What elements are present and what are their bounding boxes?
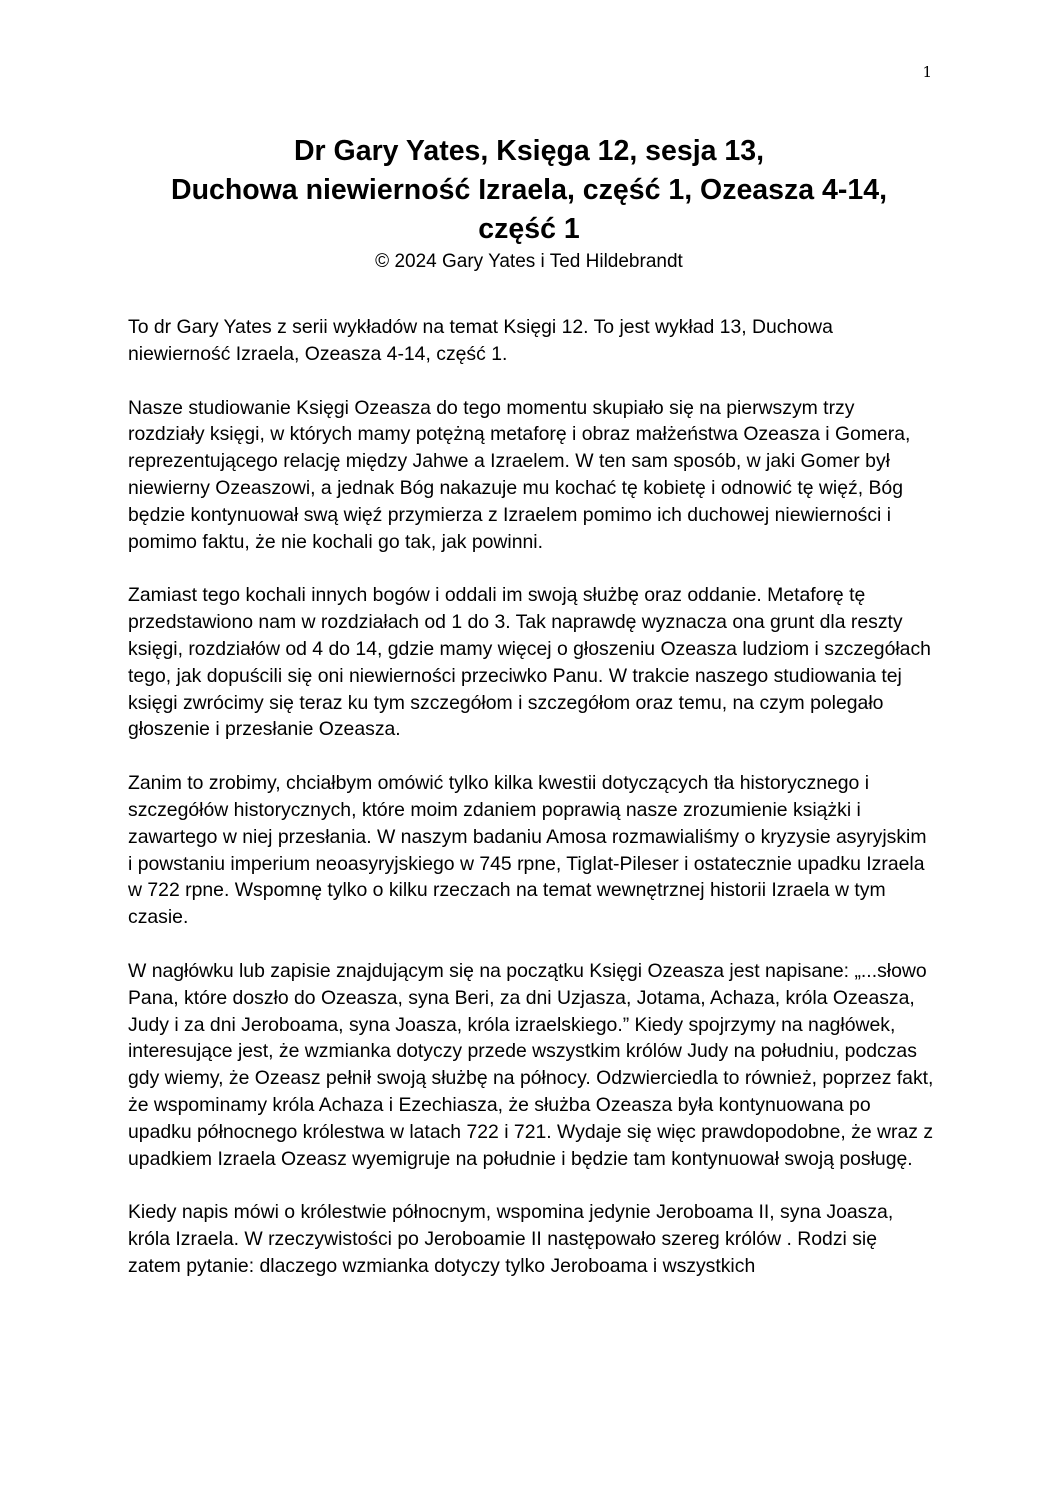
paragraph-1: To dr Gary Yates z serii wykładów na temat Księgi 12. To jest wykład 13, Duchowa niewierność Izraela, Ozeasza 4-14, część 1.	[128, 316, 833, 365]
paragraph-3: Zamiast tego kochali innych bogów i oddali im swoją służbę oraz oddanie. Metaforę tę przedstawiono nam w rozdziałach od 1 do 3. Tak naprawdę wyznacza ona grunt dla reszty księgi, rozdziałów od 4 do 14, gdzie mamy więcej o głoszeniu Ozeasza ludziom i szczegółach tego, jak dopuścili się oni niewierności przeciwko Panu. W trakcie naszego studiowania tej księgi zwrócimy się teraz ku tym szczegółom i szczegółom oraz temu, na czym polegało głoszenie i przesłanie Ozeasza.	[128, 584, 931, 741]
paragraph-4: Zanim to zrobimy, chciałbym omówić tylko kilka kwestii dotyczących tła historycznego i szczegółów historycznych, które moim zdaniem poprawią nasze zrozumienie książki i zawartego w niej przesłania. W naszym badaniu Amosa rozmawialiśmy o kryzysie asyryjskim i powstaniu imperium neoasyryjskiego w 745 rpne, Tiglat-Pileser i ostatecznie upadku Izraela w 722 rpne. Wspomnę tylko o kilku rzeczach na temat wewnętrznej historii Izraela w tym czasie.	[128, 772, 927, 929]
title-line-2: Duchowa niewierność Izraela, część 1, Ozeasza 4-14,	[170, 174, 887, 206]
title-line-3: część 1	[478, 213, 580, 245]
page-number: 1	[922, 63, 932, 81]
paragraph-2: Nasze studiowanie Księgi Ozeasza do tego momentu skupiało się na pierwszym trzy rozdziały księgi, w których mamy potężną metaforę i obraz małżeństwa Ozeasza i Gomera, reprezentującego relację między Jahwe a Izraelem. W ten sam sposób, w jaki Gomer był niewierny Ozeaszowi, a jednak Bóg nakazuje mu kochać tę kobietę i odnowić tę więź, Bóg będzie kontynuował swą więź przymierza z Izraelem pomimo ich duchowej niewierności i pomimo faktu, że nie kochali go tak, jak powinni.	[128, 396, 911, 553]
title-line-1: Dr Gary Yates, Księga 12, sesja 13,	[293, 135, 765, 167]
document-title	[0, 132, 1058, 249]
paragraph-5: W nagłówku lub zapisie znajdującym się na początku Księgi Ozeasza jest napisane: „...słowo Pana, które doszło do Ozeasza, syna Beri, za dni Uzjasza, Jotama, Achaza, króla Ozeasza, Judy i za dni Jeroboama, syna Joasza, króla izraelskiego.” Kiedy spojrzymy na nagłówek, interesujące jest, że wzmianka dotyczy przede wszystkim królów Judy na południu, podczas gdy wiemy, że Ozeasz pełnił swoją służbę na północy. Odzwierciedla to również, poprzez fakt, że wspominamy króla Achaza i Ezechiasza, że służba Ozeasza była kontynuowana po upadku północnego królestwa w latach 722 i 721. Wydaje się więc prawdopodobne, że wraz z upadkiem Izraela Ozeasz wyemigruje na południe i będzie tam kontynuował swoją posługę.	[128, 959, 934, 1170]
copyright-line: © 2024 Gary Yates i Ted Hildebrandt	[375, 251, 683, 272]
paragraph-6: Kiedy napis mówi o królestwie północnym, wspomina jedynie Jeroboama II, syna Joasza, króla Izraela. W rzeczywistości po Jeroboamie II następowało szereg królów . Rodzi się zatem pytanie: dlaczego wzmianka dotyczy tylko Jeroboama i wszystkich	[128, 1201, 894, 1277]
document-body	[128, 314, 934, 1307]
title-block	[0, 132, 1058, 275]
